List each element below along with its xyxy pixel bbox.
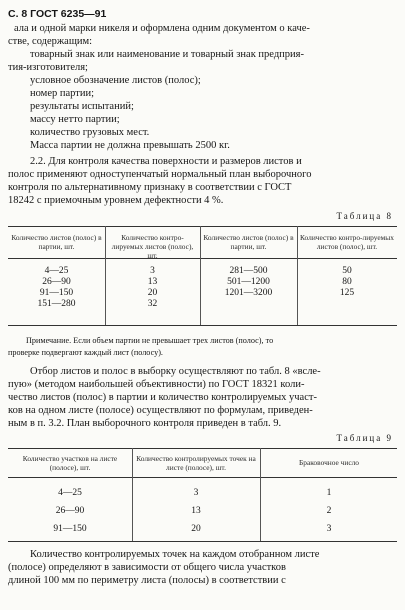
table-cell: 151—280: [37, 299, 76, 309]
paragraph-line: (полосе) определяют в зависимости от общего числа участков: [8, 562, 286, 573]
paragraph-line: контроля по альтернативному признаку в соответствии с ГОСТ: [8, 182, 292, 193]
table-cell: 91—150: [39, 288, 74, 298]
column-header: Браковочное число: [299, 458, 359, 467]
table-cell: 91—150: [53, 524, 87, 534]
table-cell: 26—90: [55, 506, 85, 516]
table-8-caption: Таблица 8: [336, 211, 393, 221]
table-cell: 125: [339, 288, 355, 298]
text-line: Масса партии не должна превышать 2500 кг.: [30, 140, 230, 151]
paragraph-line: пую» (методом наибольшей объективности) по ГОСТ 18321 коли-: [8, 379, 305, 390]
paragraph-line: ным в п. 3.2. План выборочного контроля приведен в табл. 9.: [8, 418, 282, 429]
table-cell: 1201—3200: [224, 288, 273, 298]
text-line: номер партии;: [30, 88, 94, 99]
text-line: количество грузовых мест.: [30, 127, 150, 138]
table-cell: 3: [326, 524, 332, 534]
note-line: Примечание. Если объем партии не превышает трех листов (полос), то: [26, 336, 274, 345]
table-cell: 2: [326, 506, 332, 516]
paragraph-line: полос применяют одноступенчатый нормальный план выборочного: [8, 169, 312, 180]
table-cell: 20: [191, 524, 201, 534]
column-header: Количество листов (полос) в партии, шт.: [203, 233, 294, 251]
table-divider: [105, 226, 106, 325]
column-header: Количество контро-лируемых листов (полос), шт.: [300, 233, 394, 251]
table-divider: [297, 226, 298, 325]
text-line: условное обозначение листов (полос);: [30, 75, 201, 86]
table-divider: [260, 448, 261, 541]
column-header: Количество участков на листе (полосе), шт.: [22, 454, 118, 472]
page-header: С. 8 ГОСТ 6235—91: [8, 8, 107, 20]
table-cell: 13: [147, 277, 158, 287]
text-line: тия-изготовителя;: [8, 62, 88, 73]
column-header: Количество контролируемых точек на листе (полосе), шт.: [136, 454, 256, 472]
text-line: ала и одной марки никеля и оформлена одним документом о каче-: [14, 23, 310, 34]
table-cell: 281—500: [229, 266, 268, 276]
table-divider: [200, 226, 201, 325]
paragraph-line: Отбор листов и полос в выборку осуществляют по табл. 8 «вслe-: [30, 366, 321, 377]
column-header: Количество контро-лируемых листов (полос), шт.: [111, 233, 194, 260]
paragraph-line: ков на одном листе (полосе) осуществляют по формулам, приведен-: [8, 405, 313, 416]
table-rule: [8, 448, 397, 449]
table-cell: 1: [326, 488, 332, 498]
table-cell: 4—25: [58, 488, 82, 498]
table-cell: 32: [147, 299, 158, 309]
table-divider: [132, 448, 133, 541]
table-cell: 4—25: [44, 266, 69, 276]
table-9-caption: Таблица 9: [336, 433, 393, 443]
text-line: результаты испытаний;: [30, 101, 134, 112]
text-line: массу нетто партии;: [30, 114, 120, 125]
table-cell: 26—90: [42, 277, 71, 287]
table-rule: [8, 258, 397, 259]
table-rule: [8, 325, 397, 326]
table-rule: [8, 541, 397, 542]
note-line: проверке подвергают каждый лист (полосу).: [8, 348, 163, 357]
table-rule: [8, 226, 397, 227]
paragraph-line: 2.2. Для контроля качества поверхности и размеров листов и: [30, 156, 302, 167]
column-header: Количество листов (полос) в партии, шт.: [11, 233, 102, 251]
table-cell: 3: [150, 266, 155, 276]
paragraph-line: длиной 100 мм по периметру листа (полосы) в соответствии с: [8, 575, 286, 586]
table-cell: 501—1200: [227, 277, 270, 287]
table-cell: 50: [342, 266, 352, 276]
text-line: товарный знак или наименование и товарный знак предприя-: [30, 49, 304, 60]
text-line: стве, содержащим:: [8, 36, 93, 47]
table-cell: 3: [193, 488, 199, 498]
table-cell: 20: [147, 288, 158, 298]
table-rule: [8, 477, 397, 478]
paragraph-line: 18242 с приемочным уровнем дефектности 4 %.: [8, 195, 224, 206]
paragraph-line: чество листов (полос) в партии и количество контролируемых участ-: [8, 392, 317, 403]
table-cell: 80: [342, 277, 352, 287]
paragraph-line: Количество контролируемых точек на каждом отобранном листе: [30, 549, 320, 560]
table-cell: 13: [191, 506, 201, 516]
